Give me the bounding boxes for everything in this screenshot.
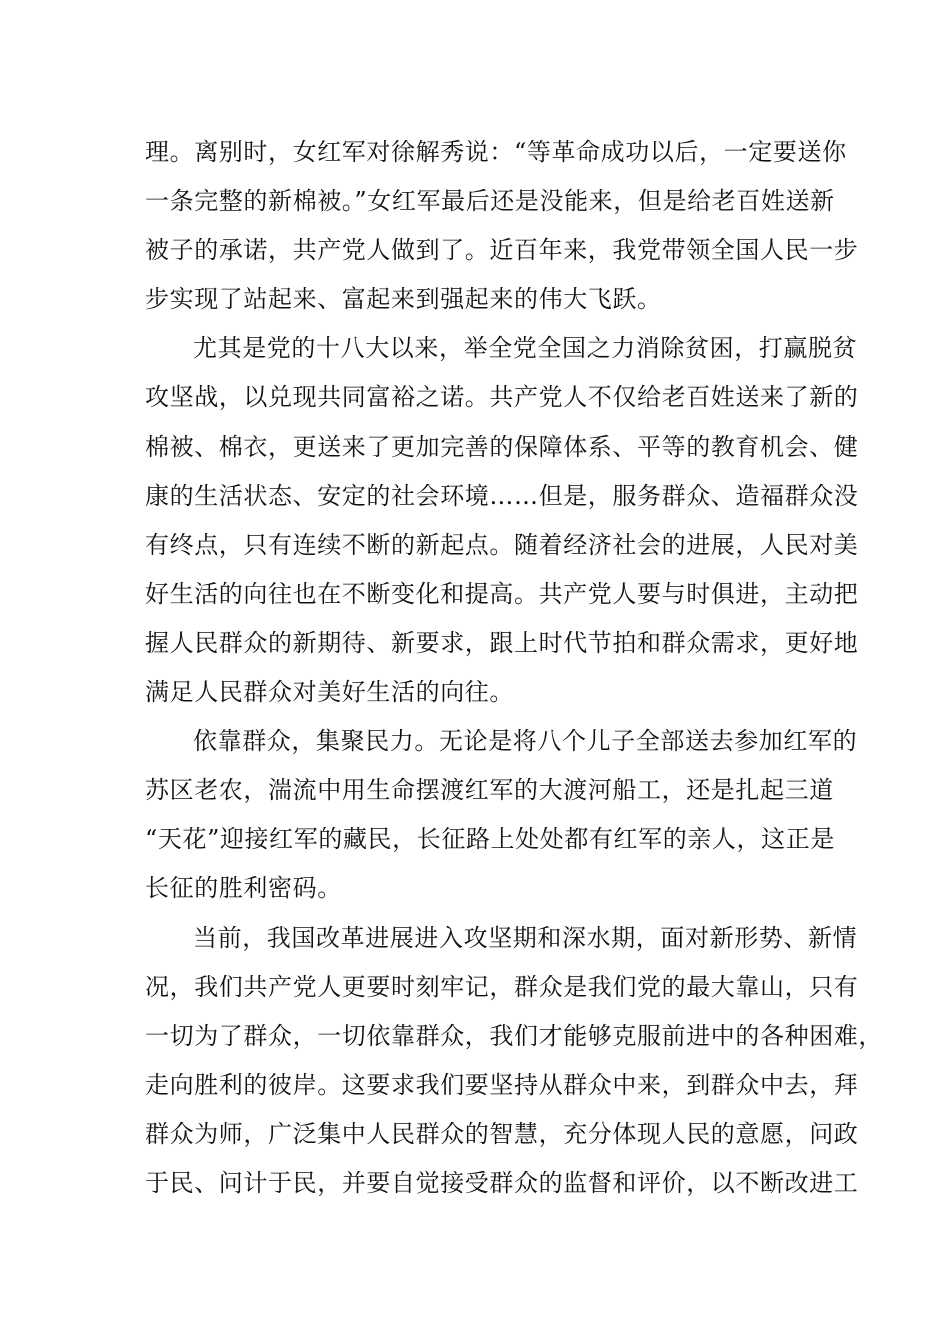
text-line: 满足人民群众对美好生活的向往。: [145, 678, 514, 707]
paragraph-3: [145, 717, 858, 913]
text-line: 棉被、棉衣，更送来了更加完善的保障体系、平等的教育机会、健: [145, 432, 859, 461]
text-line: 有终点，只有连续不断的新起点。随着经济社会的进展，人民对美: [145, 530, 859, 559]
text-line: 被子的承诺，共产党人做到了。近百年来，我党带领全国人民一步: [145, 236, 859, 265]
text-line: 群众为师，广泛集中人民群众的智慧，充分体现人民的意愿，问政: [145, 1119, 859, 1148]
text-line: 攻坚战，以兑现共同富裕之诺。共产党人不仅给老百姓送来了新的: [145, 383, 859, 412]
text-line: 走向胜利的彼岸。这要求我们要坚持从群众中来，到群众中去，拜: [145, 1070, 859, 1099]
text-line: 康的生活状态、安定的社会环境……但是，服务群众、造福群众没: [145, 481, 859, 510]
paragraph-2: [145, 324, 859, 717]
text-line: 握人民群众的新期待、新要求，跟上时代节拍和群众需求，更好地: [145, 628, 859, 657]
paragraph-1: [145, 128, 859, 324]
text-line: 理。离别时，女红军对徐解秀说：“等革命成功以后，一定要送你: [145, 138, 847, 166]
text-line: 一条完整的新棉被。”女红军最后还是没能来，但是给老百姓送新: [145, 187, 835, 216]
paragraph-4: [145, 914, 883, 1209]
text-line: 长征的胜利密码。: [145, 874, 342, 903]
text-line: “天花”迎接红军的藏民，长征路上处处都有红军的亲人，这正是: [145, 825, 835, 854]
text-line: 好生活的向往也在不断变化和提高。共产党人要与时俱进，主动把: [145, 579, 859, 608]
text-line: 于民、问计于民，并要自觉接受群众的监督和评价，以不断改进工: [145, 1168, 859, 1197]
body-text: [145, 128, 883, 1208]
text-line: 尤其是党的十八大以来，举全党全国之力消除贫困，打赢脱贫: [193, 334, 858, 363]
text-line: 一切为了群众，一切依靠群众，我们才能够克服前进中的各种困难，: [145, 1021, 883, 1050]
text-line: 步实现了站起来、富起来到强起来的伟大飞跃。: [145, 285, 662, 314]
text-line: 苏区老农，湍流中用生命摆渡红军的大渡河船工，还是扎起三道: [145, 776, 834, 805]
text-line: 当前，我国改革进展进入攻坚期和深水期，面对新形势、新情: [193, 923, 858, 952]
text-line: 况，我们共产党人更要时刻牢记，群众是我们党的最大靠山，只有: [145, 972, 859, 1001]
text-line: 依靠群众，集聚民力。无论是将八个儿子全部送去参加红军的: [193, 727, 858, 756]
